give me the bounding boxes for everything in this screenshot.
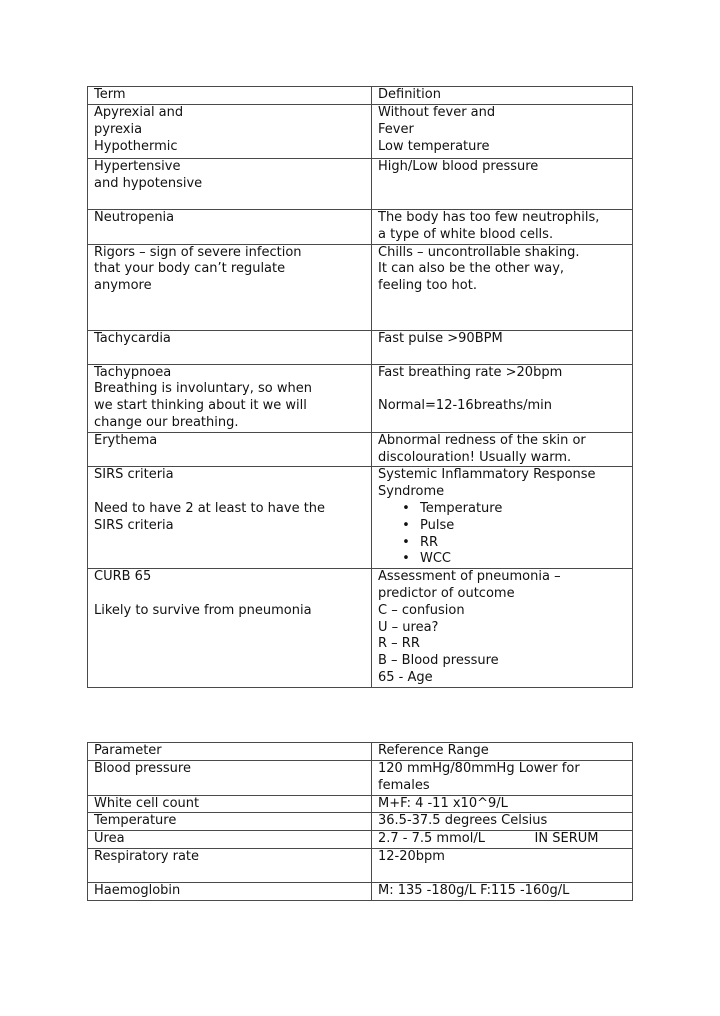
cell-line: a type of white blood cells.: [378, 226, 554, 242]
cell-line: 12-20bpm: [378, 848, 445, 864]
cell-line: 2.7 - 7.5 mmol/L IN SERUM: [378, 831, 599, 847]
cell-line: Systemic Inflammatory Response: [378, 467, 596, 483]
definition-cell: [372, 159, 633, 210]
cell-line: Assessment of pneumonia –: [378, 569, 561, 585]
cell-line: that your body can’t regulate: [94, 261, 286, 277]
cell-line: Erythema: [94, 432, 158, 448]
parameter-cell: White cell count: [88, 795, 372, 813]
reference-range-cell: [372, 761, 633, 796]
table-row: [88, 432, 633, 467]
term-cell: [88, 432, 372, 467]
cell-line: females: [378, 777, 430, 793]
cell-line: Fever: [378, 121, 414, 137]
bullet-item: [378, 501, 628, 518]
cell-line: Neutropenia: [94, 210, 175, 225]
parameter-cell: Haemoglobin: [88, 882, 372, 900]
term-cell: [88, 105, 372, 159]
cell-line: Need to have 2 at least to have the: [94, 500, 326, 516]
parameter-cell: Temperature: [88, 813, 372, 831]
table-row: [88, 795, 633, 813]
table-row: [88, 210, 633, 245]
table-row: [88, 159, 633, 210]
cell-line: [378, 381, 628, 398]
table-header-row: [88, 743, 633, 761]
term-cell: [88, 159, 372, 210]
term-cell: [88, 330, 372, 364]
cell-line: feeling too hot.: [378, 278, 477, 294]
reference-range-cell: [372, 848, 633, 882]
definition-cell: [372, 244, 633, 330]
cell-line: Hypothermic: [94, 138, 178, 154]
cell-line: SIRS criteria: [94, 517, 174, 533]
cell-line: It can also be the other way,: [378, 261, 565, 277]
cell-line: Breathing is involuntary, so when: [94, 381, 312, 397]
bullet-text: Pulse: [420, 517, 455, 533]
cell-line: Low temperature: [378, 138, 490, 154]
cell-line: Likely to survive from pneumonia: [94, 602, 312, 618]
term-cell: [88, 467, 372, 569]
cell-line: Tachycardia: [94, 330, 171, 346]
cell-line: pyrexia: [94, 121, 143, 137]
cell-line: Chills – uncontrollable shaking.: [378, 244, 580, 260]
parameter-header: Parameter: [88, 743, 372, 761]
table-row: [88, 244, 633, 330]
bullet-text: RR: [420, 534, 439, 550]
reference-range-table: [87, 742, 633, 901]
term-cell: [88, 244, 372, 330]
cell-line: Apyrexial and: [94, 105, 184, 120]
cell-line: B – Blood pressure: [378, 653, 499, 669]
bullet-item: [378, 518, 628, 535]
cell-line: The body has too few neutrophils,: [378, 210, 600, 225]
table-row: [88, 882, 633, 900]
bullet-item: [378, 535, 628, 552]
definition-cell: [372, 210, 633, 245]
definition-cell: [372, 105, 633, 159]
terms-table: [87, 86, 633, 688]
cell-line: discolouration! Usually warm.: [378, 449, 572, 465]
cell-line: Syndrome: [378, 484, 445, 500]
cell-line: we start thinking about it we will: [94, 398, 307, 414]
cell-line: SIRS criteria: [94, 467, 174, 483]
cell-line: Rigors – sign of severe infection: [94, 244, 302, 260]
parameter-cell: Respiratory rate: [88, 848, 372, 882]
term-cell: [88, 569, 372, 688]
cell-line: [94, 586, 367, 603]
definition-cell: [372, 432, 633, 467]
cell-line: U – urea?: [378, 619, 439, 635]
reference-range-cell: [372, 882, 633, 900]
cell-line: and hypotensive: [94, 175, 203, 191]
cell-line: Hypertensive: [94, 159, 181, 174]
table-row: [88, 813, 633, 831]
cell-line: CURB 65: [94, 569, 152, 585]
table-row: [88, 467, 633, 569]
cell-line: 36.5-37.5 degrees Celsius: [378, 813, 548, 829]
bullet-item: [378, 551, 628, 568]
table-row: [88, 569, 633, 688]
cell-line: Fast breathing rate >20bpm: [378, 364, 563, 380]
cell-line: Without fever and: [378, 105, 496, 120]
cell-line: predictor of outcome: [378, 585, 515, 601]
table-header-row: [88, 87, 633, 105]
cell-line: Normal=12-16breaths/min: [378, 398, 552, 414]
definition-cell: [372, 364, 633, 432]
definition-cell: [372, 467, 633, 569]
table-row: [88, 364, 633, 432]
table-row: [88, 761, 633, 796]
reference-range-cell: [372, 813, 633, 831]
table-row: [88, 105, 633, 159]
definition-header: Definition: [372, 87, 633, 105]
cell-line: Abnormal redness of the skin or: [378, 432, 586, 448]
cell-line: change our breathing.: [94, 414, 239, 430]
cell-line: Fast pulse >90BPM: [378, 330, 503, 346]
term-cell: [88, 364, 372, 432]
cell-line: 120 mmHg/80mmHg Lower for: [378, 761, 580, 776]
cell-line: 65 - Age: [378, 669, 433, 685]
term-header: Term: [88, 87, 372, 105]
bullet-text: Temperature: [420, 500, 503, 516]
definition-cell: [372, 330, 633, 364]
cell-line: M+F: 4 -11 x10^9/L: [378, 795, 508, 811]
cell-line: M: 135 -180g/L F:115 -160g/L: [378, 882, 570, 898]
cell-line: R – RR: [378, 636, 420, 652]
cell-line: High/Low blood pressure: [378, 159, 539, 174]
table-row: [88, 848, 633, 882]
cell-line: anymore: [94, 278, 152, 294]
term-cell: [88, 210, 372, 245]
cell-line: [94, 484, 367, 501]
parameter-cell: Blood pressure: [88, 761, 372, 796]
reference-range-cell: [372, 831, 633, 849]
cell-line: C – confusion: [378, 602, 465, 618]
bullet-text: WCC: [420, 551, 452, 567]
parameter-cell: Urea: [88, 831, 372, 849]
definition-cell: [372, 569, 633, 688]
cell-line: Tachypnoea: [94, 364, 172, 380]
table-row: [88, 831, 633, 849]
table-row: [88, 330, 633, 364]
reference-range-cell: [372, 795, 633, 813]
reference-range-header: Reference Range: [372, 743, 633, 761]
